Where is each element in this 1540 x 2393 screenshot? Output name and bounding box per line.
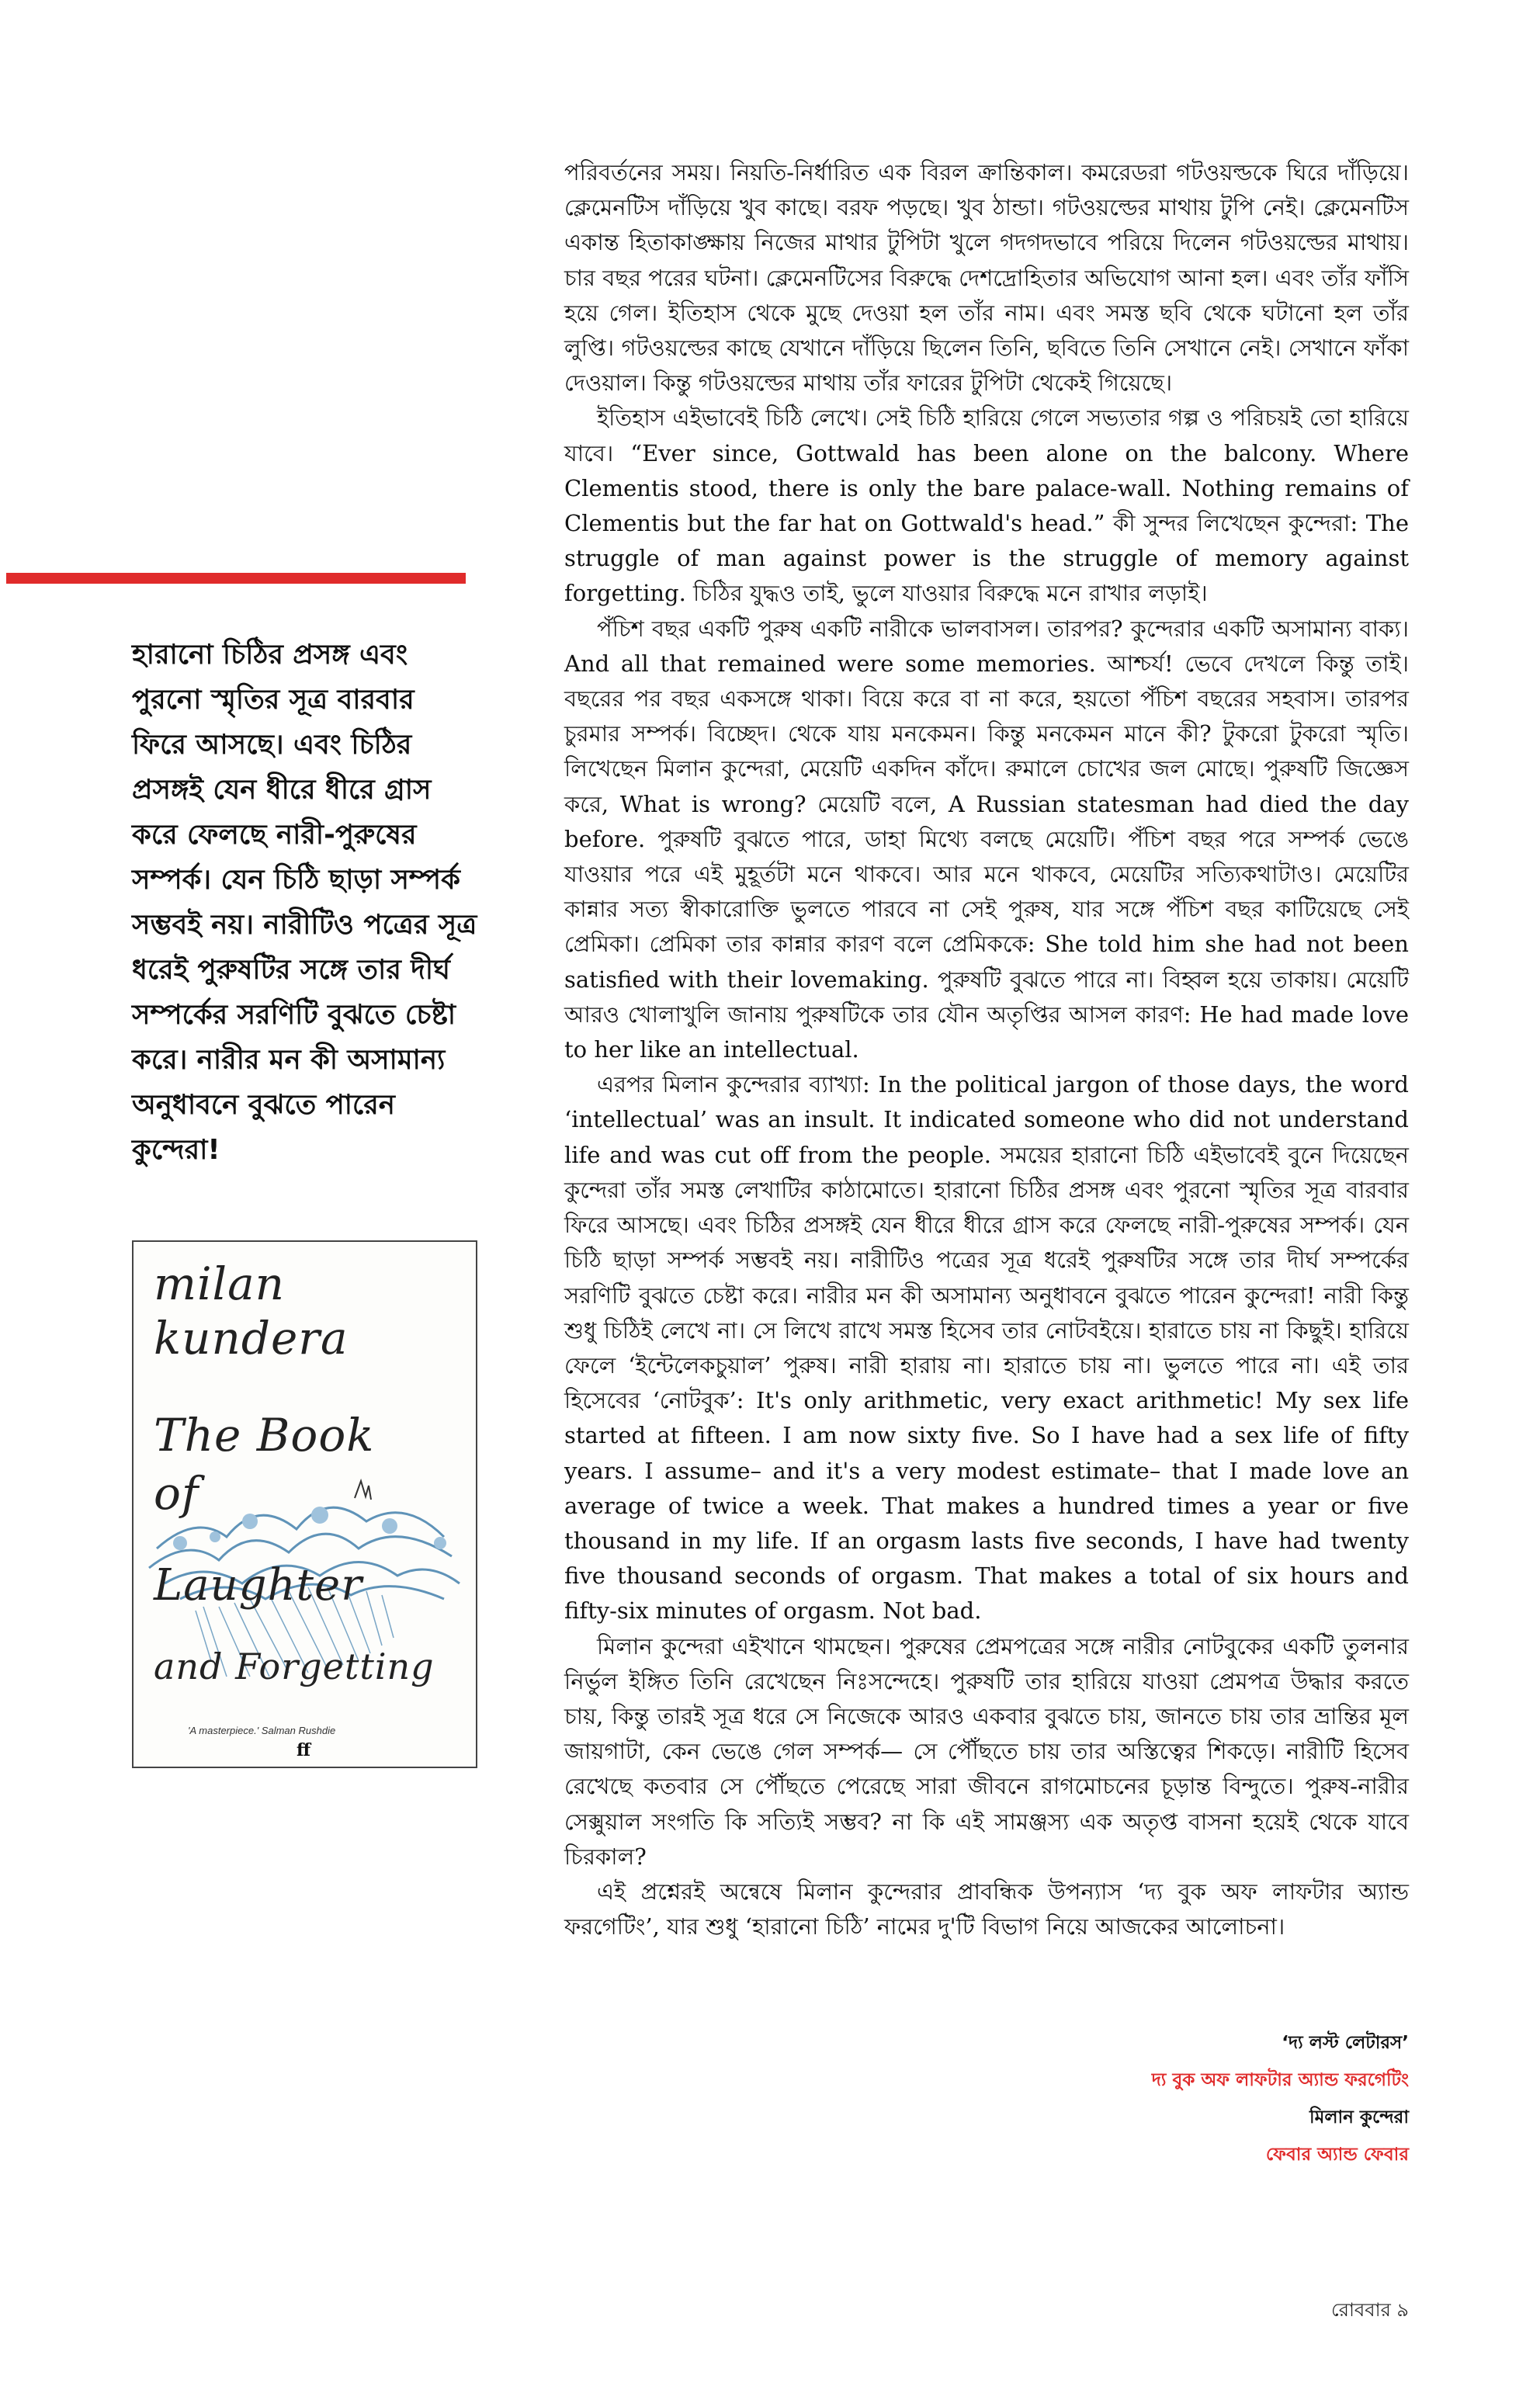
- article-paragraph: মিলান কুন্দেরা এইখানে থামছেন। পুরুষের প্রেমপত্রের সঙ্গে নারীর নোটবুকের একটি তুলনার নির্ভুল ইঙ্গিত তিনি রেখেছেন নিঃসন্দেহে। পুরুষটি তার হারিয়ে যাওয়া প্রেমপত্র উদ্ধার করতে চায়, কিন্তু তারই সূত্র ধরে সে নিজেকে আরও একবার বুঝতে চায়, জানতে চায় তার ভ্রান্তির মূল জায়গাটা, কেন ভেঙে গেল সম্পর্ক— সে পৌঁছতে চায় তার অস্তিত্বের শিকড়ে। নারীটি হিসেব রেখেছে কতবার সে পৌঁছতে পেরেছে সারা জীবনে রাগমোচনের চূড়ান্ত বিন্দুতে। পুরুষ-নারীর সেক্সুয়াল সংগতি কি সত্যিই সম্ভব? না কি এই সামঞ্জস্য এক অতৃপ্ত বাসনা হয়েই থেকে যাবে চিরকাল?: [564, 1632, 1409, 1870]
- article-body: [564, 155, 1409, 1944]
- cover-title-line2: of: [154, 1467, 199, 1520]
- cover-author-line2: kundera: [154, 1312, 349, 1365]
- book-credits: [1152, 2024, 1409, 2173]
- credit-book-title: দ্য বুক অফ লাফটার অ্যান্ড ফরগেটিং: [1151, 2070, 1409, 2090]
- cover-title-line4: and Forgetting: [154, 1646, 435, 1687]
- article-paragraph: পরিবর্তনের সময়। নিয়তি-নির্ধারিত এক বিরল ক্রান্তিকাল। কমরেডরা গটওয়ল্ডকে ঘিরে দাঁড়িয়ে। ক্লেমেনটিস দাঁড়িয়ে খুব কাছে। বরফ পড়ছে। খুব ঠান্ডা। গটওয়ল্ডের মাথায় টুপি নেই। ক্লেমেনটিস একান্ত হিতাকাঙ্ক্ষায় নিজের মাথার টুপিটা খুলে গদগদভাবে পরিয়ে দিলেন গটওয়ল্ডের মাথায়। চার বছর পরের ঘটনা। ক্লেমেনটিসের বিরুদ্ধে দেশদ্রোহিতার অভিযোগ আনা হল। এবং তাঁর ফাঁসি হয়ে গেল। ইতিহাস থেকে মুছে দেওয়া হল তাঁর নাম। এবং সমস্ত ছবি থেকে ঘটানো হল তাঁর লুপ্তি। গটওয়ল্ডের কাছে যেখানে দাঁড়িয়ে ছিলেন তিনি, ছবিতে তিনি সেখানে নেই। সেখানে ফাঁকা দেওয়াল। কিন্তু গটওয়ল্ডের মাথায় তাঁর ফারের টুপিটা থেকেই গিয়েছে।: [564, 159, 1409, 397]
- article-paragraph: ইতিহাস এইভাবেই চিঠি লেখে। সেই চিঠি হারিয়ে গেলে সভ্যতার গল্প ও পরিচয়ই তো হারিয়ে যাবে। “Ever since, Gottwald has been alone on the balcony. Where Clementis stood, there is only the bare palace-wall. Nothing remains of Clementis but the far hat on Gottwald's head.” কী সুন্দর লিখেছেন কুন্দেরা: The struggle of man against power is the struggle of memory against forgetting. চিঠির যুদ্ধও তাই, ভুলে যাওয়ার বিরুদ্ধে মনে রাখার লড়াই।: [564, 404, 1409, 607]
- article-paragraph: এই প্রশ্নেরই অন্বেষে মিলান কুন্দেরার প্রাবন্ধিক উপন্যাস ‘দ্য বুক অফ লাফটার অ্যান্ড ফরগেটিং’, যার শুধু ‘হারানো চিঠি’ নামের দু'টি বিভাগ নিয়ে আজকের আলোচনা।: [564, 1878, 1409, 1940]
- credit-chapter: ‘দ্য লস্ট লেটারস’: [1282, 2033, 1409, 2053]
- red-divider-rule: [6, 573, 466, 584]
- article-paragraph: পঁচিশ বছর একটি পুরুষ একটি নারীকে ভালবাসল। তারপর? কুন্দেরার একটি অসামান্য বাক্য। And all that remained were some memories. আশ্চর্য! ভেবে দেখলে কিন্তু তাই। বছরের পর বছর একসঙ্গে থাকা। বিয়ে করে বা না করে, হয়তো পঁচিশ বছরের সহবাস। তারপর চুরমার সম্পর্ক। বিচ্ছেদ। থেকে যায় মনকেমন। কিন্তু মনকেমন মানে কী? টুকরো টুকরো স্মৃতি। লিখেছেন মিলান কুন্দেরা, মেয়েটি একদিন কাঁদে। রুমালে চোখের জল মোছে। পুরুষটি জিজ্ঞেস করে, What is wrong? মেয়েটি বলে, A Russian statesman had died the day before. পুরুষটি বুঝতে পারে, ডাহা মিথ্যে বলছে মেয়েটি। পঁচিশ বছর পরে সম্পর্ক ভেঙে যাওয়ার পরে এই মুহূর্তটা মনে থাকবে। আর মনে থাকবে, মেয়েটির সত্যিকথাটাও। মেয়েটির কান্নার সত্য স্বীকারোক্তি ভুলতে পারবে না সেই পুরুষ, যার সঙ্গে পঁচিশ বছর কাটিয়েছে সেই প্রেমিকা। প্রেমিকা তার কান্নার কারণ বলে প্রেমিককে: She told him she had not been satisfied with their lovemaking. পুরুষটি বুঝতে পারে না। বিহ্বল হয়ে তাকায়। মেয়েটি আরও খোলাখুলি জানায় পুরুষটিকে তার যৌন অতৃপ্তির আসল কারণ: He had made love to her like an intellectual.: [564, 615, 1409, 1063]
- raised-hand-icon: [355, 1481, 371, 1500]
- credit-author: মিলান কুন্দেরা: [1309, 2107, 1409, 2128]
- publisher-logo: ff: [297, 1740, 311, 1760]
- page-folio: রোববার ৯: [1331, 2299, 1409, 2321]
- cover-title-line1: The Book: [154, 1409, 375, 1462]
- pull-quote: হারানো চিঠির প্রসঙ্গ এবং পুরনো স্মৃতির সূত্র বারবার ফিরে আসছে। এবং চিঠির প্রসঙ্গই যেন ধীরে ধীরে গ্রাস করে ফেলছে নারী-পুরুষের সম্পর্ক। যেন চিঠি ছাড়া সম্পর্ক সম্ভবই নয়। নারীটিও পত্রের সূত্র ধরেই পুরুষটির সঙ্গে তার দীর্ঘ সম্পর্কের সরণিটি বুঝতে চেষ্টা করে। নারীর মন কী অসামান্য অনুধাবনে বুঝতে পারেন কুন্দেরা!: [132, 639, 477, 1166]
- cover-blurb: 'A masterpiece.' Salman Rushdie: [188, 1725, 336, 1736]
- cover-title-line3: Laughter: [154, 1560, 362, 1611]
- article-paragraph: এরপর মিলান কুন্দেরার ব্যাখ্যা: In the political jargon of those days, the word ‘intellectual’ was an insult. It indicated someone who did not understand life and was cut off from the people. সময়ের হারানো চিঠি এইভাবেই বুনে দিয়েছেন কুন্দেরা তাঁর সমস্ত লেখাটির কাঠামোতে। হারানো চিঠির প্রসঙ্গ এবং পুরনো স্মৃতির সূত্র বারবার ফিরে আসছে। এবং চিঠির প্রসঙ্গই যেন ধীরে ধীরে গ্রাস করে ফেলছে নারী-পুরুষের সম্পর্ক। যেন চিঠি ছাড়া সম্পর্ক সম্ভবই নয়। নারীটিও পত্রের সূত্র ধরেই পুরুষটির সঙ্গে তার দীর্ঘ সম্পর্কের সরণিটি বুঝতে চেষ্টা করে। নারীর মন কী অসামান্য অনুধাবনে বুঝতে পারেন কুন্দেরা! নারী কিন্তু শুধু চিঠিই লেখে না। সে লিখে রাখে সমস্ত হিসেব তার নোটবইয়ে। হারাতে চায় না কিছুই। হারিয়ে ফেলে ‘ইন্টেলেকচুয়াল’ পুরুষ। নারী হারায় না। হারাতে চায় না। ভুলতে পারে না। এই তার হিসেবের ‘নোটবুক’: It's only arithmetic, very exact arithmetic! My sex life started at fifteen. I am now sixty five. So I have had a sex life of fifty years. I assume– and it's a very modest estimate– that I made love an average of twice a week. That makes a hundred times a year or five thousand in my life. If an orgasm lasts five seconds, I have had twenty five thousand seconds of orgasm. That makes a total of six hours and fifty-six minutes of orgasm. Not bad.: [564, 1071, 1409, 1625]
- book-cover-image: [132, 1240, 477, 1768]
- cover-author-line1: milan: [154, 1257, 286, 1310]
- credit-publisher: ফেবার অ্যান্ড ফেবার: [1265, 2145, 1409, 2165]
